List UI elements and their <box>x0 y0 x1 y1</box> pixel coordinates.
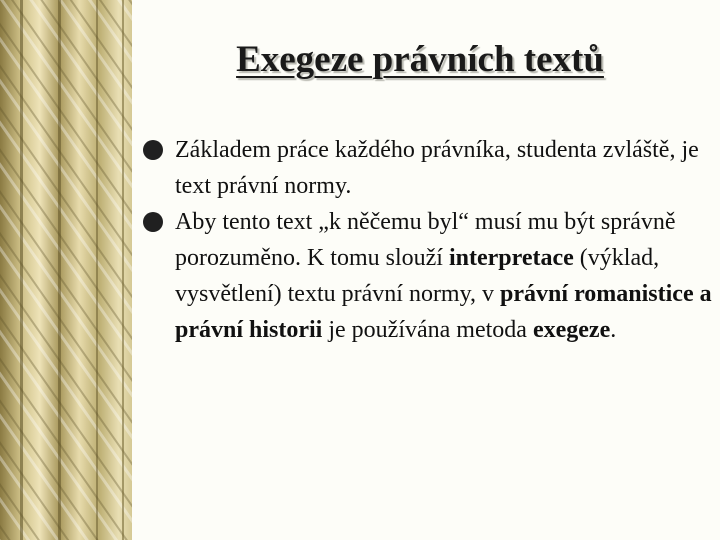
bold-term-pravni-romanistice: právní romanistice a právní historii <box>175 281 712 343</box>
bullet-dot-icon <box>143 212 163 232</box>
bold-term-exegeze: exegeze <box>532 317 611 343</box>
decorative-gold-band <box>0 0 132 540</box>
bullet-text: (výklad, vysvětlení) textu právní normy, v <box>175 245 660 307</box>
bullet-text: . <box>610 317 617 343</box>
bullet-dot-icon <box>143 140 163 160</box>
bullet-text: Základem práce každého právníka, studenta zvláště, je text právní normy. <box>175 137 699 199</box>
bold-term-interpretace: interpretace <box>448 245 574 271</box>
bullet-text: Aby tento text „k něčemu byl“ musí mu být správně porozuměno. K tomu slouží <box>175 209 676 271</box>
bullet-list <box>143 132 718 348</box>
bullet-item <box>143 204 718 348</box>
bullet-item <box>143 132 718 204</box>
bullet-text: je používána metoda <box>322 317 533 343</box>
slide-title: Exegeze právních textů <box>236 39 604 80</box>
